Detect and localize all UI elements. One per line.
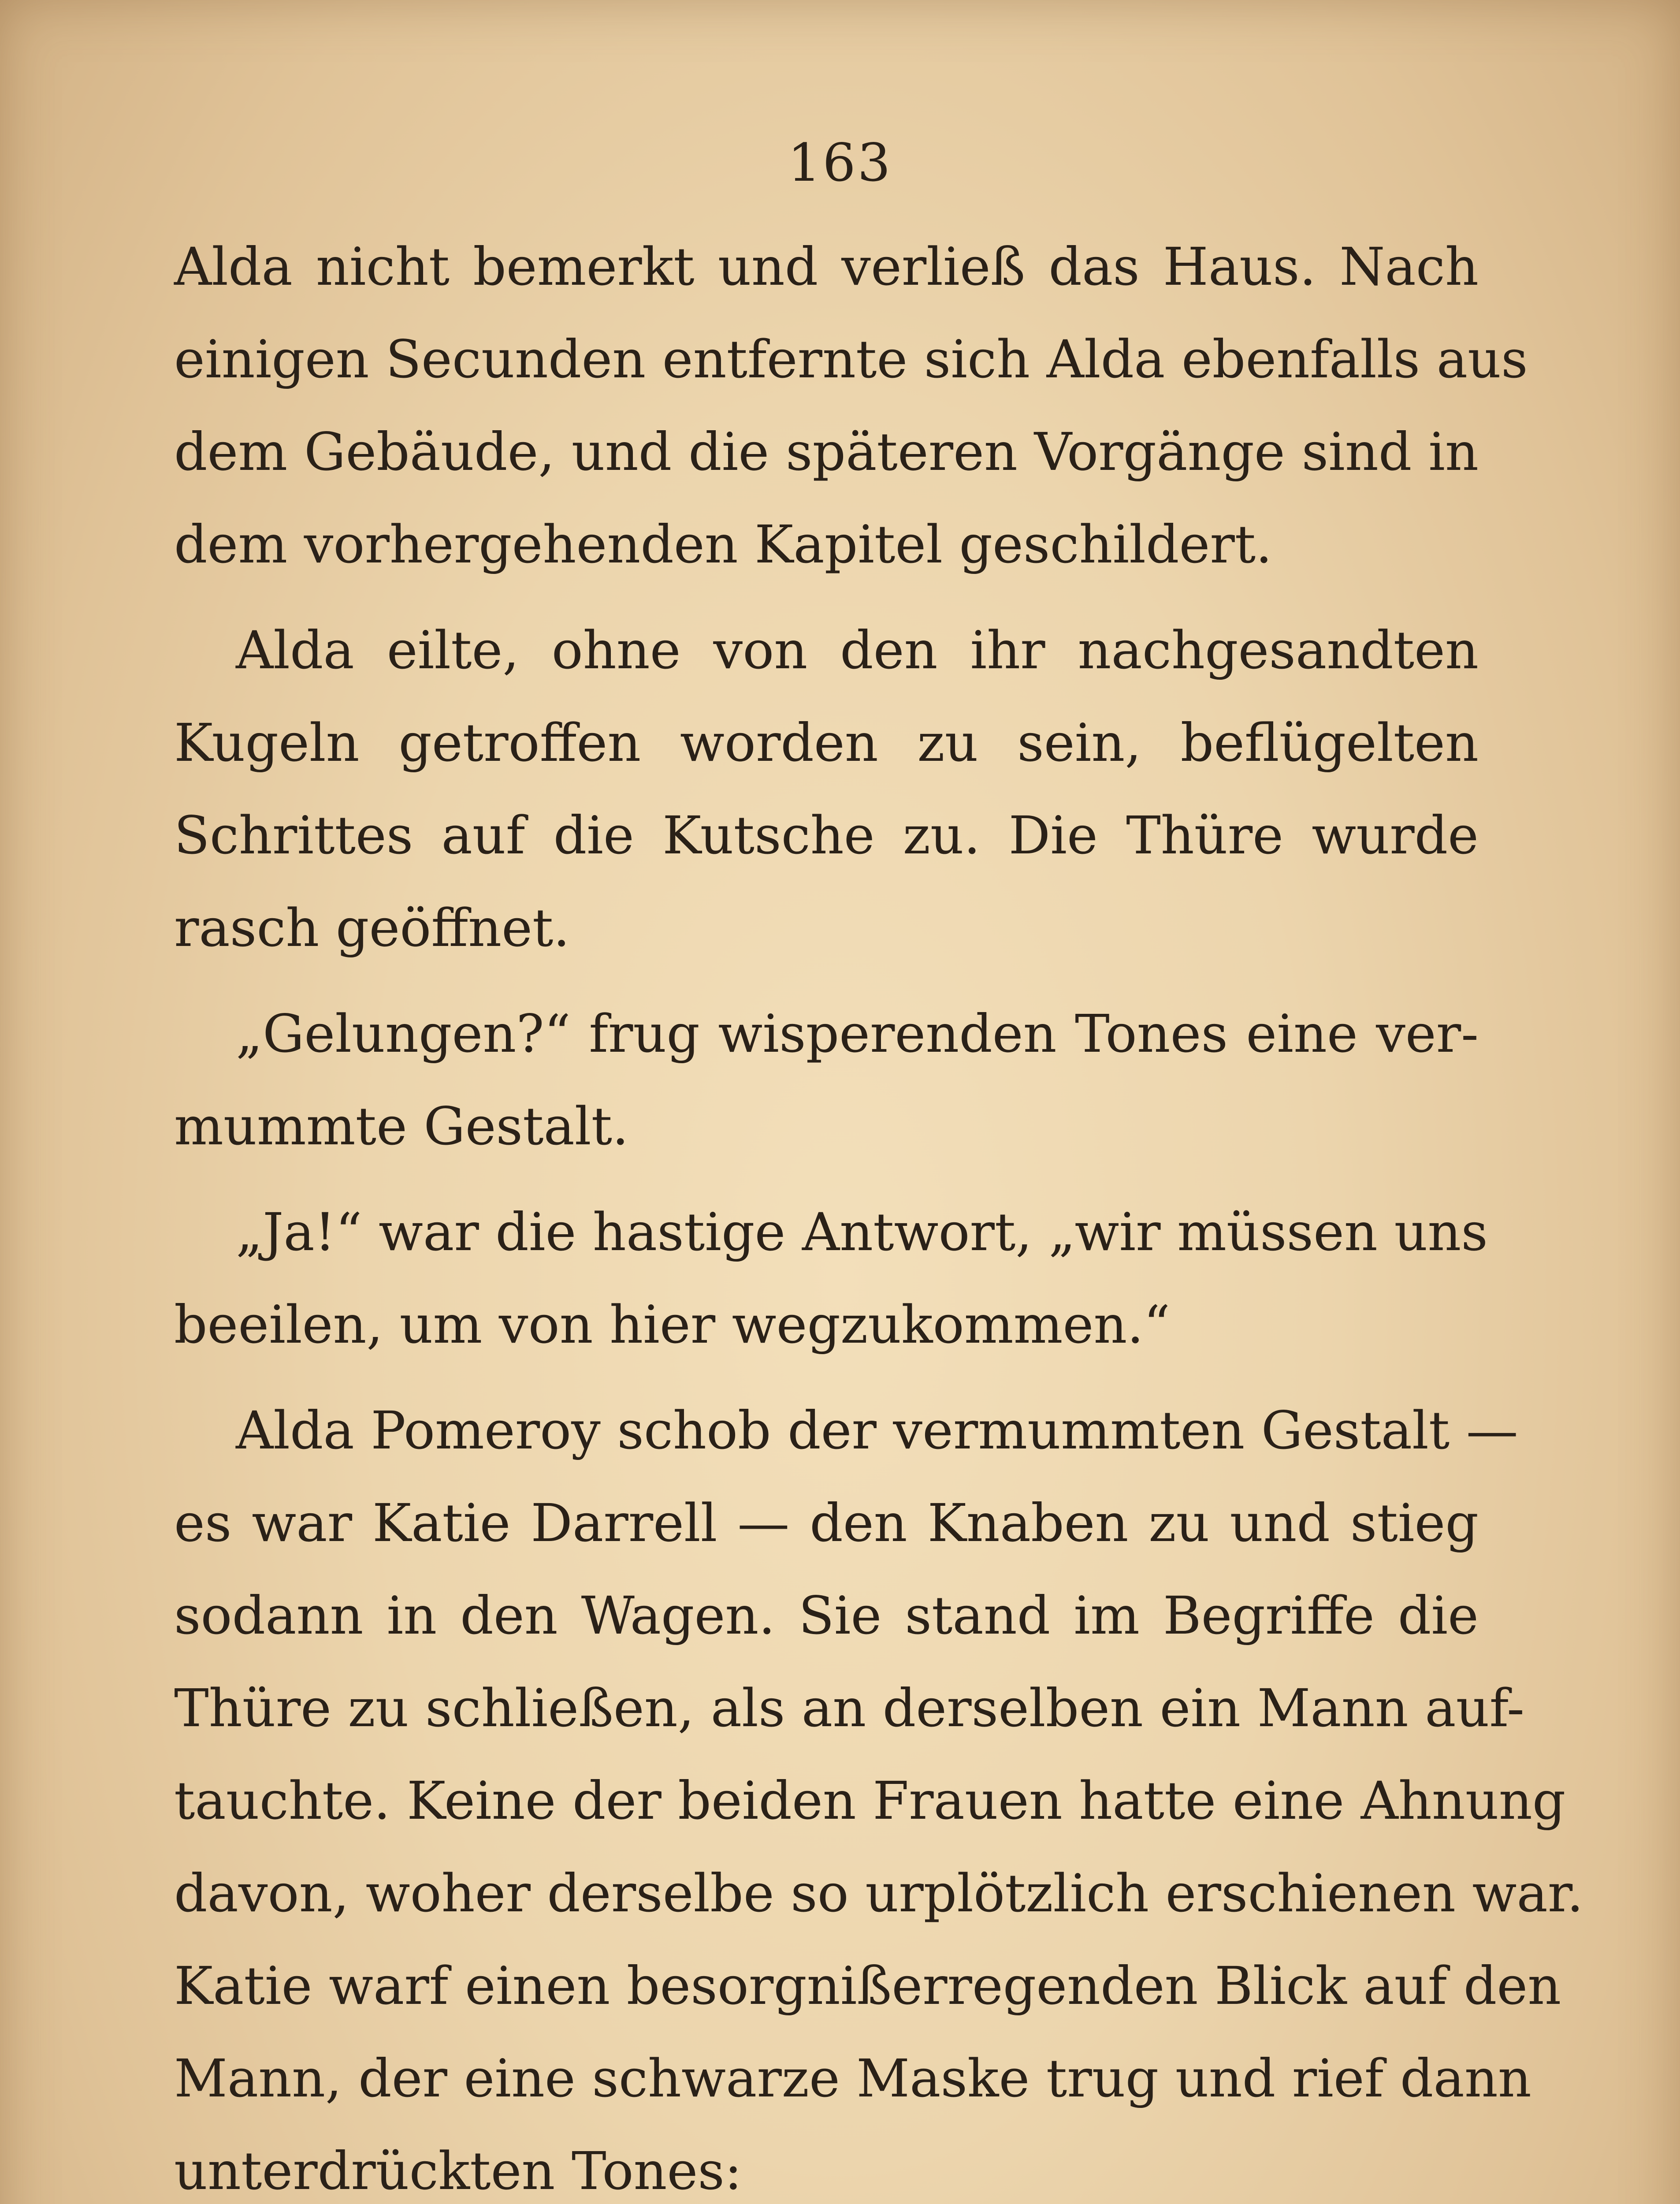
text-line: Kugeln getroffen worden zu sein, beflügelten (174, 712, 1479, 773)
text-line: mummte Gestalt. (174, 1096, 629, 1157)
text-line: Mann, der eine schwarze Maske trug und rief dann (174, 2048, 1531, 2109)
text-line: Schrittes auf die Kutsche zu. Die Thüre wurde (174, 805, 1479, 866)
paragraph-gap (174, 1173, 1479, 1186)
text-line: einigen Secunden entfernte sich Alda ebenfalls aus (174, 329, 1528, 390)
paragraph-gap (174, 974, 1479, 987)
paragraph (174, 1384, 1583, 2204)
text-line: beeilen, um von hier wegzukommen.“ (174, 1294, 1171, 1355)
text-line: „Gelungen?“ frug wisperenden Tones eine ver- (236, 1003, 1479, 1064)
paragraph-gap (174, 1371, 1479, 1384)
text-line: unterdrückten Tones: (174, 2141, 742, 2201)
paragraph (174, 987, 1479, 1173)
text-line: dem vorhergehenden Kapitel geschildert. (174, 514, 1272, 575)
text-line: sodann in den Wagen. Sie stand im Begriffe die (174, 1585, 1479, 1646)
text-line: Alda eilte, ohne von den ihr nachgesandten (236, 620, 1479, 681)
body-text (174, 220, 1583, 2204)
paragraph (174, 220, 1528, 591)
text-line: dem Gebäude, und die späteren Vorgänge sind in (174, 421, 1479, 482)
text-line: rasch geöffnet. (174, 897, 570, 958)
text-line: tauchte. Keine der beiden Frauen hatte eine Ahnung (174, 1770, 1566, 1831)
paragraph (174, 604, 1479, 974)
text-line: Alda Pomeroy schob der vermummten Gestalt — (236, 1400, 1518, 1461)
text-line: Alda nicht bemerkt und verließ das Haus. Nach (174, 236, 1479, 297)
text-line: Thüre zu schließen, als an derselben ein Mann auf- (174, 1678, 1524, 1739)
text-line: Katie warf einen besorgnißerregenden Blick auf den (174, 1955, 1561, 2016)
page-number: 163 (788, 132, 892, 193)
paragraph-gap (174, 591, 1479, 604)
text-line: davon, woher derselbe so urplötzlich erschienen war. (174, 1863, 1583, 1924)
text-line: „Ja!“ war die hastige Antwort, „wir müssen uns (236, 1202, 1488, 1262)
paragraph (174, 1186, 1488, 1371)
text-line: es war Katie Darrell — den Knaben zu und stieg (174, 1493, 1479, 1553)
